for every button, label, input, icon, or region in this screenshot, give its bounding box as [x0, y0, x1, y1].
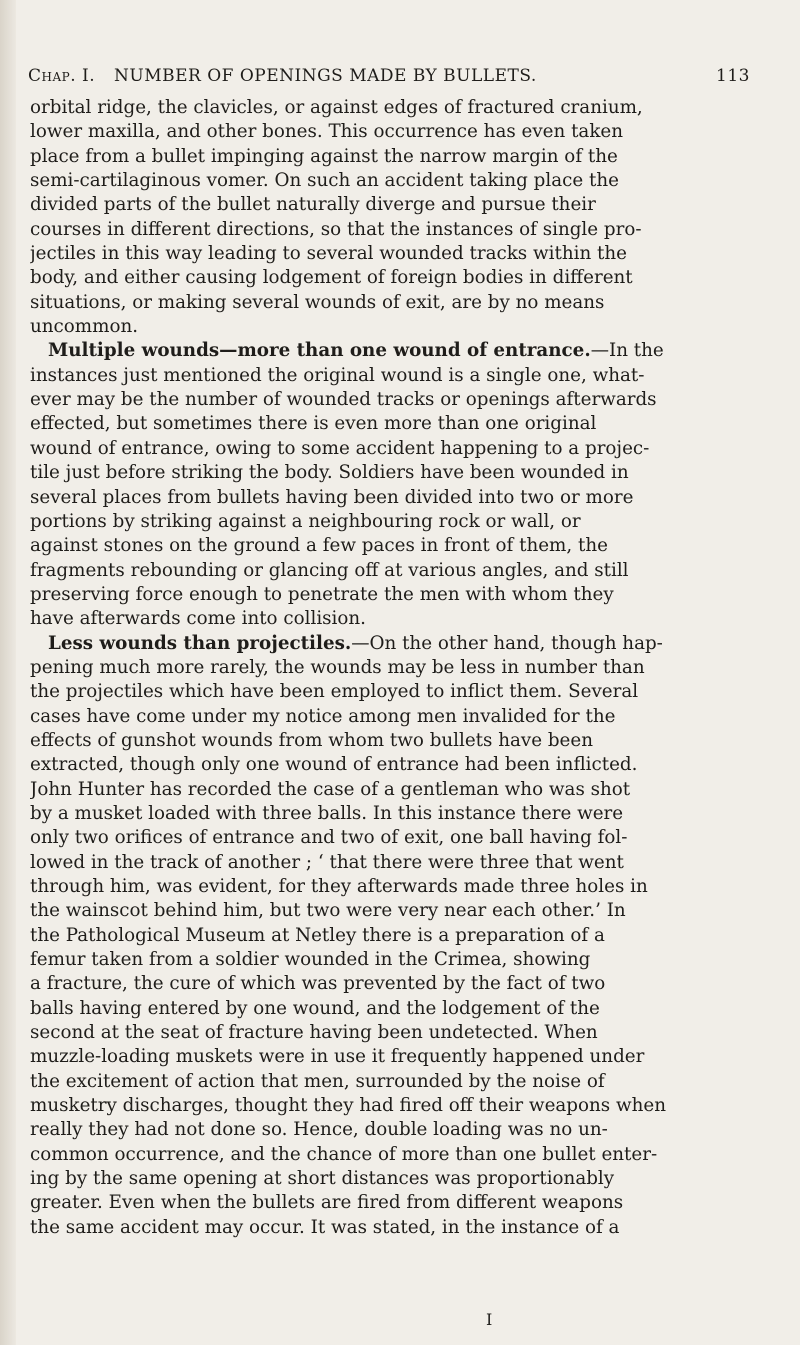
line-text: uncommon. — [30, 316, 139, 338]
text-line — [30, 1021, 765, 1045]
line-text: —In the — [590, 340, 664, 362]
text-line — [30, 753, 765, 777]
line-text: really they had not done so. Hence, double loading was no un- — [30, 1119, 608, 1141]
text-line — [30, 534, 765, 558]
text-line — [30, 1045, 765, 1069]
text-line — [30, 875, 765, 899]
text-line — [30, 1167, 765, 1191]
paragraph-heading: Multiple wounds—more than one wound of entrance. — [48, 340, 591, 362]
text-line — [30, 1118, 765, 1142]
line-text: only two orifices of entrance and two of exit, one ball having fol- — [30, 827, 628, 849]
text-line — [30, 412, 765, 436]
line-text: wound of entrance, owing to some accident happening to a projec- — [30, 437, 650, 459]
line-text: lowed in the track of another ; ‘ that there were three that went — [30, 851, 624, 873]
text-line — [30, 1094, 765, 1118]
line-text: effects of gunshot wounds from whom two bullets have been — [30, 729, 593, 751]
page-binding-edge — [0, 0, 16, 1345]
line-text: the wainscot behind him, but two were very near each other.’ In — [30, 900, 626, 922]
line-text: femur taken from a soldier wounded in the Crimea, showing — [30, 949, 591, 971]
line-text: John Hunter has recorded the case of a gentleman who was shot — [30, 778, 631, 800]
line-text: orbital ridge, the clavicles, or against edges of fractured cranium, — [30, 97, 643, 118]
line-text: place from a bullet impinging against the narrow margin of the — [30, 145, 618, 167]
text-line — [30, 437, 765, 461]
text-line — [30, 388, 765, 412]
line-text: ever may be the number of wounded tracks or openings afterwards — [30, 389, 657, 411]
line-text: cases have come under my notice among men invalided for the — [30, 705, 616, 727]
text-line — [30, 680, 765, 704]
text-line — [30, 145, 765, 169]
body-text — [30, 96, 765, 1240]
text-line — [30, 924, 765, 948]
text-line — [30, 364, 765, 388]
text-line — [30, 559, 765, 583]
line-text: the excitement of action that men, surrounded by the noise of — [30, 1070, 605, 1092]
line-text: balls having entered by one wound, and the lodgement of the — [30, 997, 600, 1019]
line-text: body, and either causing lodgement of foreign bodies in different — [30, 267, 633, 289]
line-text: second at the seat of fracture having been undetected. When — [30, 1022, 598, 1044]
text-line — [30, 851, 765, 875]
line-text: musketry discharges, thought they had fired off their weapons when — [30, 1095, 666, 1117]
running-header — [28, 66, 768, 88]
line-text: common occurrence, and the chance of more than one bullet enter- — [30, 1143, 658, 1165]
line-text: extracted, though only one wound of entrance had been inflicted. — [30, 754, 638, 776]
line-text: tile just before striking the body. Soldiers have been wounded in — [30, 462, 629, 484]
text-line — [30, 583, 765, 607]
text-line — [30, 778, 765, 802]
line-text: the projectiles which have been employed to inflict them. Several — [30, 681, 639, 703]
text-line — [30, 607, 765, 631]
line-text: instances just mentioned the original wound is a single one, what- — [30, 364, 645, 386]
line-text: —On the other hand, though hap- — [351, 632, 663, 654]
text-line — [30, 1216, 765, 1240]
text-line — [30, 1070, 765, 1094]
chapter-label: Chap. I. — [28, 66, 96, 86]
line-text: courses in different directions, so that the instances of single pro- — [30, 218, 642, 240]
line-text: through him, was evident, for they afterwards made three holes in — [30, 876, 648, 897]
line-text: preserving force enough to penetrate the men with whom they — [30, 583, 614, 605]
line-text: pening much more rarely, the wounds may be less in number than — [30, 656, 645, 678]
text-line — [30, 802, 765, 826]
text-line — [30, 656, 765, 680]
line-text: semi-cartilaginous vomer. On such an accident taking place the — [30, 170, 619, 192]
text-line — [30, 120, 765, 144]
line-text: against stones on the ground a few paces in front of them, the — [30, 535, 608, 557]
line-text: greater. Even when the bullets are fired from different weapons — [30, 1192, 624, 1214]
page-number: 113 — [716, 66, 750, 86]
text-line — [30, 242, 765, 266]
text-line — [30, 218, 765, 242]
line-text: the Pathological Museum at Netley there is a preparation of a — [30, 924, 605, 946]
line-text: have afterwards come into collision. — [30, 608, 366, 630]
line-text: several places from bullets having been divided into two or more — [30, 486, 634, 508]
text-line — [30, 826, 765, 850]
paragraph-heading: Less wounds than projectiles. — [48, 632, 352, 654]
line-text: effected, but sometimes there is even more than one original — [30, 413, 597, 435]
text-line — [30, 461, 765, 485]
line-text: portions by striking against a neighbouring rock or wall, or — [30, 510, 581, 532]
line-text: a fracture, the cure of which was prevented by the fact of two — [30, 973, 606, 995]
text-line — [30, 486, 765, 510]
line-text: the same accident may occur. It was stated, in the instance of a — [30, 1216, 620, 1238]
text-line — [30, 1143, 765, 1167]
text-line — [30, 997, 765, 1021]
text-line — [30, 193, 765, 217]
text-line — [30, 339, 765, 363]
line-text: fragments rebounding or glancing off at various angles, and still — [30, 559, 629, 581]
line-text: muzzle-loading muskets were in use it frequently happened under — [30, 1046, 645, 1068]
line-text: jectiles in this way leading to several wounded tracks within the — [30, 243, 627, 265]
line-text: situations, or making several wounds of exit, are by no means — [30, 291, 605, 313]
text-line — [30, 291, 765, 315]
text-line — [30, 266, 765, 290]
text-line — [30, 948, 765, 972]
line-text: by a musket loaded with three balls. In this instance there were — [30, 802, 624, 824]
text-line — [30, 315, 765, 339]
text-line — [30, 632, 765, 656]
line-text: ing by the same opening at short distances was proportionably — [30, 1168, 615, 1190]
line-text: lower maxilla, and other bones. This occurrence has even taken — [30, 121, 623, 143]
line-text: divided parts of the bullet naturally diverge and pursue their — [30, 194, 596, 216]
text-line — [30, 510, 765, 534]
text-line — [30, 899, 765, 923]
text-line — [30, 96, 765, 120]
text-line — [30, 169, 765, 193]
text-line — [30, 972, 765, 996]
signature-mark: I — [486, 1310, 493, 1329]
running-title: NUMBER OF OPENINGS MADE BY BULLETS. — [114, 66, 537, 86]
text-line — [30, 729, 765, 753]
text-line — [30, 1191, 765, 1215]
text-line — [30, 705, 765, 729]
